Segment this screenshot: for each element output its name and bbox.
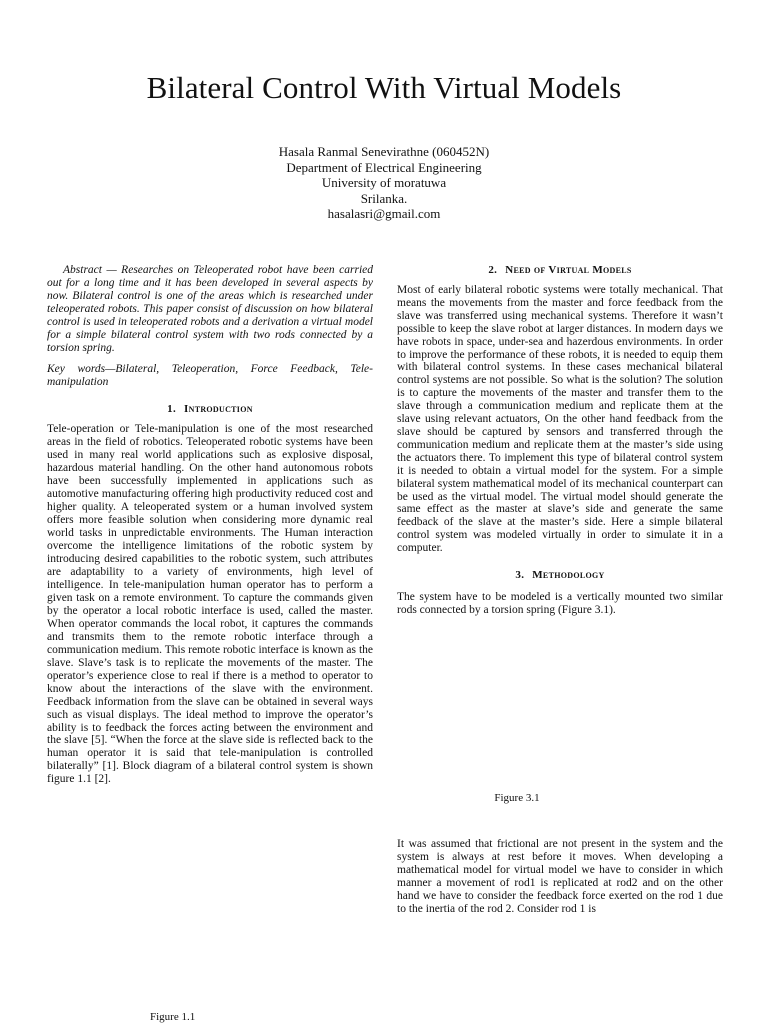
author-name: Hasala Ranmal Senevirathne (060452N) [278, 144, 490, 159]
methodology-continued [397, 838, 723, 915]
section-heading-introduction [47, 403, 373, 415]
author-country: Srilanka. [360, 190, 408, 206]
need-body: Most of early bilateral robotic systems were totally mechanical. That means the movements from the master and force feedback from the slave was transferred using mechanical systems. Therefore it wasn’t possible to keep the slave robot at larger distances. In modern days we have robots in space, under-sea and hazerdous environments. In order to improve the performance of these robots, it is needed to equip them with bilateral control systems. In these cases mechanical bilateral control systems are not possible. So what is the solution? The solution is to capture the movements of the master and transfer them to the slave through a communication medium and replicate them at the slave using relevant actuators, On the other hand feedback from the slave should be captured by sensors and transferred through the communication medium and replicate them at the master’s side using the actuators there. To implement this type of bilateral control system it is needed to obtain a virtual model for the system. For a simple bilateral system mathematical model of its mechanical counterpart can be used as the virtual model. The virtual model should generate the same effect as the master at slave’s side and generate the same feedback of the slave at the master’s side. Here a simple bilateral control system was modeled virtually in order to simulate it in a computer. [397, 284, 723, 555]
author-block [0, 144, 768, 222]
section-heading-methodology [397, 569, 723, 581]
section-title: Methodology [532, 569, 605, 582]
right-column [397, 264, 723, 617]
author-university: University of moratuwa [321, 175, 447, 190]
figure-1-1-caption: Figure 1.1 [150, 1011, 196, 1023]
section-heading-need [397, 264, 723, 276]
abstract: Abstract — Researches on Teleoperated robot have been carried out for a long time and it has been developed in several aspects by now. Bilateral control is one of the areas which is researched under teleoperated robots. This paper consist of discussion on how bilateral control is used in teleoperated robots and a derivation a virtual model for a simple bilateral control system with two rods connected by a torsion spring. [47, 264, 373, 354]
section-title: Introduction [184, 402, 253, 415]
section-number: 2. [488, 264, 498, 276]
paper-title: Bilateral Control With Virtual Models [146, 70, 622, 105]
figure-3-1-caption: Figure 3.1 [494, 792, 540, 804]
author-department: Department of Electrical Engineering [286, 159, 482, 175]
section-number: 1. [167, 402, 177, 415]
methodology-body-2: It was assumed that frictional are not present in the system and the system is always at rest before it moves. When developing a mathematical model for virtual model we have to consider in which manner a movement of rod1 is replicated at rod2 and on the other hand we have to consider the feedback force exerted on the rod 1 due to the inertia of the rod 2. Consider rod 1 is [397, 838, 723, 915]
author-email: hasalasri@gmail.com [327, 206, 441, 221]
section-title: Need of Virtual Models [505, 264, 632, 276]
keywords: Key words—Bilateral, Teleoperation, Force Feedback, Tele-manipulation [47, 362, 373, 388]
introduction-body: Tele-operation or Tele-manipulation is one of the most researched areas in the field of robotics. Teleoperated robotic systems have been used in many real world applications such as explosive disposal, hazardous material handling. On the other hand autonomous robots have been successfully implemented in applications such as automotive manufacturing offering high productivity reduced cost and higher quality. A teleoperated system or a human involved system offers more feasible solution when considering more dynamic real world tasks in unpredictable environments. The Human interaction overcome the intelligence limitations of the robotic system by introducing desired capabilities to the robotic system, such attributes are adaptability to a variety of environments, high level of intelligence. In tele-manipulation human operator has to perform a given task on a remote environment. To capture the commands given by the operator a local robotic interface is used, called the master. When operator commands the local robot, it captures the commands and transmits them to the remote robotic interface through a communication medium. This remote robotic interface is known as the slave. Slave’s task is to replicate the movements of the master. The operator’s experience close to real if there is a method to operator to know about the interactions of the slave with the environment. Feedback information from the slave can be obtained in several ways such as visual displays. The ideal method to improve the operator’s ability is to feedback the forces acting between the environment and the slave [5]. “When the force at the slave side is reflected back to the human operator it is said that tele-manipulation is controlled bilaterally” [1]. Block diagram of a bilateral control system is shown figure 1.1 [2]. [47, 422, 373, 786]
left-column [47, 264, 373, 786]
section-number: 3. [515, 569, 525, 582]
methodology-body: The system have to be modeled is a vertically mounted two similar rods connected by a torsion spring (Figure 3.1). [397, 591, 723, 616]
